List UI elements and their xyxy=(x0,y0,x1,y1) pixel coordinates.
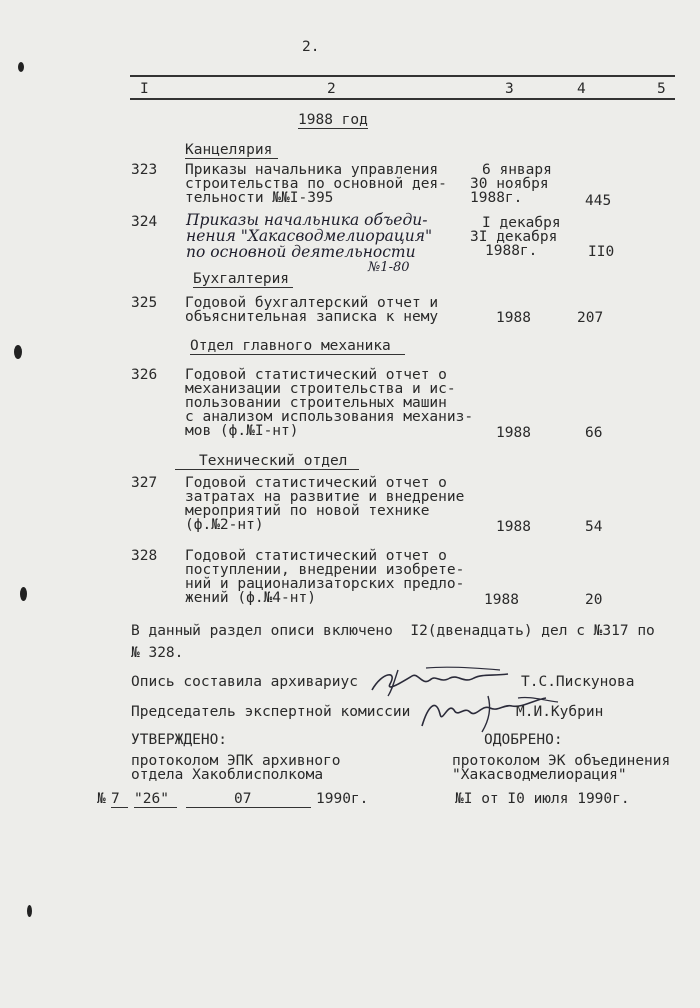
column-header-3: 3 xyxy=(505,81,514,97)
item-date-end: 30 ноября xyxy=(470,176,549,192)
item-sheet-count: 445 xyxy=(585,193,612,209)
item-date-start: 6 января xyxy=(482,162,552,178)
approved-line: отдела Хакоблисполкома xyxy=(131,767,324,783)
item-date-year: 1988 xyxy=(496,310,531,326)
section-title-accounting: Бухгалтерия xyxy=(193,272,293,288)
handwritten-item-title-line: по основной деятельности xyxy=(186,243,416,261)
item-title-line: Годовой статистический отчет о xyxy=(185,367,447,383)
item-date-year: 1988г. xyxy=(485,243,538,259)
item-title-line: мероприятий по новой технике xyxy=(185,503,430,519)
item-title-line: поступлении, внедрении изобрете- xyxy=(185,562,465,578)
binding-mark xyxy=(18,62,24,72)
compiled-by-label: Опись составила архивариус xyxy=(131,674,358,690)
item-title-line: строительства по основной дея- xyxy=(185,176,447,192)
binding-mark xyxy=(14,345,22,359)
item-number: 325 xyxy=(131,295,158,311)
item-title-line: Приказы начальника управления xyxy=(185,162,439,178)
item-date-start: I декабря xyxy=(482,215,561,231)
item-title-line: Годовой статистический отчет о xyxy=(185,548,447,564)
section-title-chancellery: Канцелярия xyxy=(185,143,278,159)
compiled-by-name: Т.С.Пискунова xyxy=(521,674,635,690)
item-title-line: пользовании строительных машин xyxy=(185,395,447,411)
column-header-1: I xyxy=(140,81,149,97)
approved-protocol-year: 1990г. xyxy=(316,791,369,807)
handwritten-item-title-line: Приказы начальника объеди- xyxy=(186,211,428,229)
item-sheet-count: 54 xyxy=(585,519,603,535)
summary-line: № 328. xyxy=(131,645,184,661)
item-title-line: Годовой статистический отчет о xyxy=(185,475,447,491)
item-title-line: (ф.№2-нт) xyxy=(185,517,264,533)
handwritten-item-suffix: №1-80 xyxy=(368,260,410,275)
header-rule-top xyxy=(130,75,675,77)
chairman-label: Председатель экспертной комиссии xyxy=(131,704,411,720)
item-title-line: объяснительная записка к нему xyxy=(185,309,439,325)
binding-mark xyxy=(20,587,27,601)
section-title-chief-mechanic: Отдел главного механика xyxy=(190,339,405,355)
item-title-line: тельности №№I-395 xyxy=(185,190,334,206)
item-date-end: 3I декабря xyxy=(470,229,558,245)
item-number: 326 xyxy=(131,367,158,383)
summary-line: В данный раздел описи включено I2(двенадцать) дел с №317 по xyxy=(131,623,655,639)
item-title-line: Годовой бухгалтерский отчет и xyxy=(185,295,439,311)
page-number: 2. xyxy=(302,39,320,55)
agreed-title: ОДОБРЕНО: xyxy=(484,732,563,748)
item-number: 327 xyxy=(131,475,158,491)
item-title-line: затратах на развитие и внедрение xyxy=(185,489,465,505)
item-date-year: 1988г. xyxy=(470,190,523,206)
item-number: 324 xyxy=(131,214,158,230)
item-title-line: с анализом использования механиз- xyxy=(185,409,474,425)
item-title-line: ний и рационализаторских предло- xyxy=(185,576,465,592)
year-heading: 1988 год xyxy=(298,112,368,128)
item-sheet-count: 20 xyxy=(585,592,603,608)
item-number: 323 xyxy=(131,162,158,178)
agreed-protocol: №I от I0 июля 1990г. xyxy=(455,791,630,807)
agreed-line: "Хакасводмелиорация" xyxy=(452,767,627,783)
header-rule-bottom xyxy=(130,98,675,100)
approved-line: протоколом ЭПК архивного xyxy=(131,753,341,769)
item-sheet-count: 207 xyxy=(577,310,604,326)
approved-title: УТВЕРЖДЕНО: xyxy=(131,732,228,748)
column-header-2: 2 xyxy=(327,81,336,97)
item-sheet-count: II0 xyxy=(588,244,615,260)
column-header-4: 4 xyxy=(577,81,586,97)
item-date-year: 1988 xyxy=(484,592,519,608)
item-title-line: механизации строительства и ис- xyxy=(185,381,456,397)
chairman-name: М.И.Кубрин xyxy=(516,704,604,720)
approved-protocol-month: 07 xyxy=(186,792,311,808)
approved-protocol-day: "26" xyxy=(134,792,177,808)
item-date-year: 1988 xyxy=(496,519,531,535)
approved-protocol-prefix: № xyxy=(97,791,106,807)
section-title-technical: Технический отдел xyxy=(175,454,359,470)
approved-protocol-number: 7 xyxy=(111,792,128,808)
column-header-5: 5 xyxy=(657,81,666,97)
item-date-year: 1988 xyxy=(496,425,531,441)
item-title-line: жений (ф.№4-нт) xyxy=(185,590,316,606)
binding-mark xyxy=(27,905,32,917)
item-title-line: мов (ф.№I-нт) xyxy=(185,423,299,439)
agreed-line: протоколом ЭК объединения xyxy=(452,753,671,769)
item-number: 328 xyxy=(131,548,158,564)
item-sheet-count: 66 xyxy=(585,425,603,441)
handwritten-item-title-line: нения "Хакасводмелиорация" xyxy=(186,227,433,245)
